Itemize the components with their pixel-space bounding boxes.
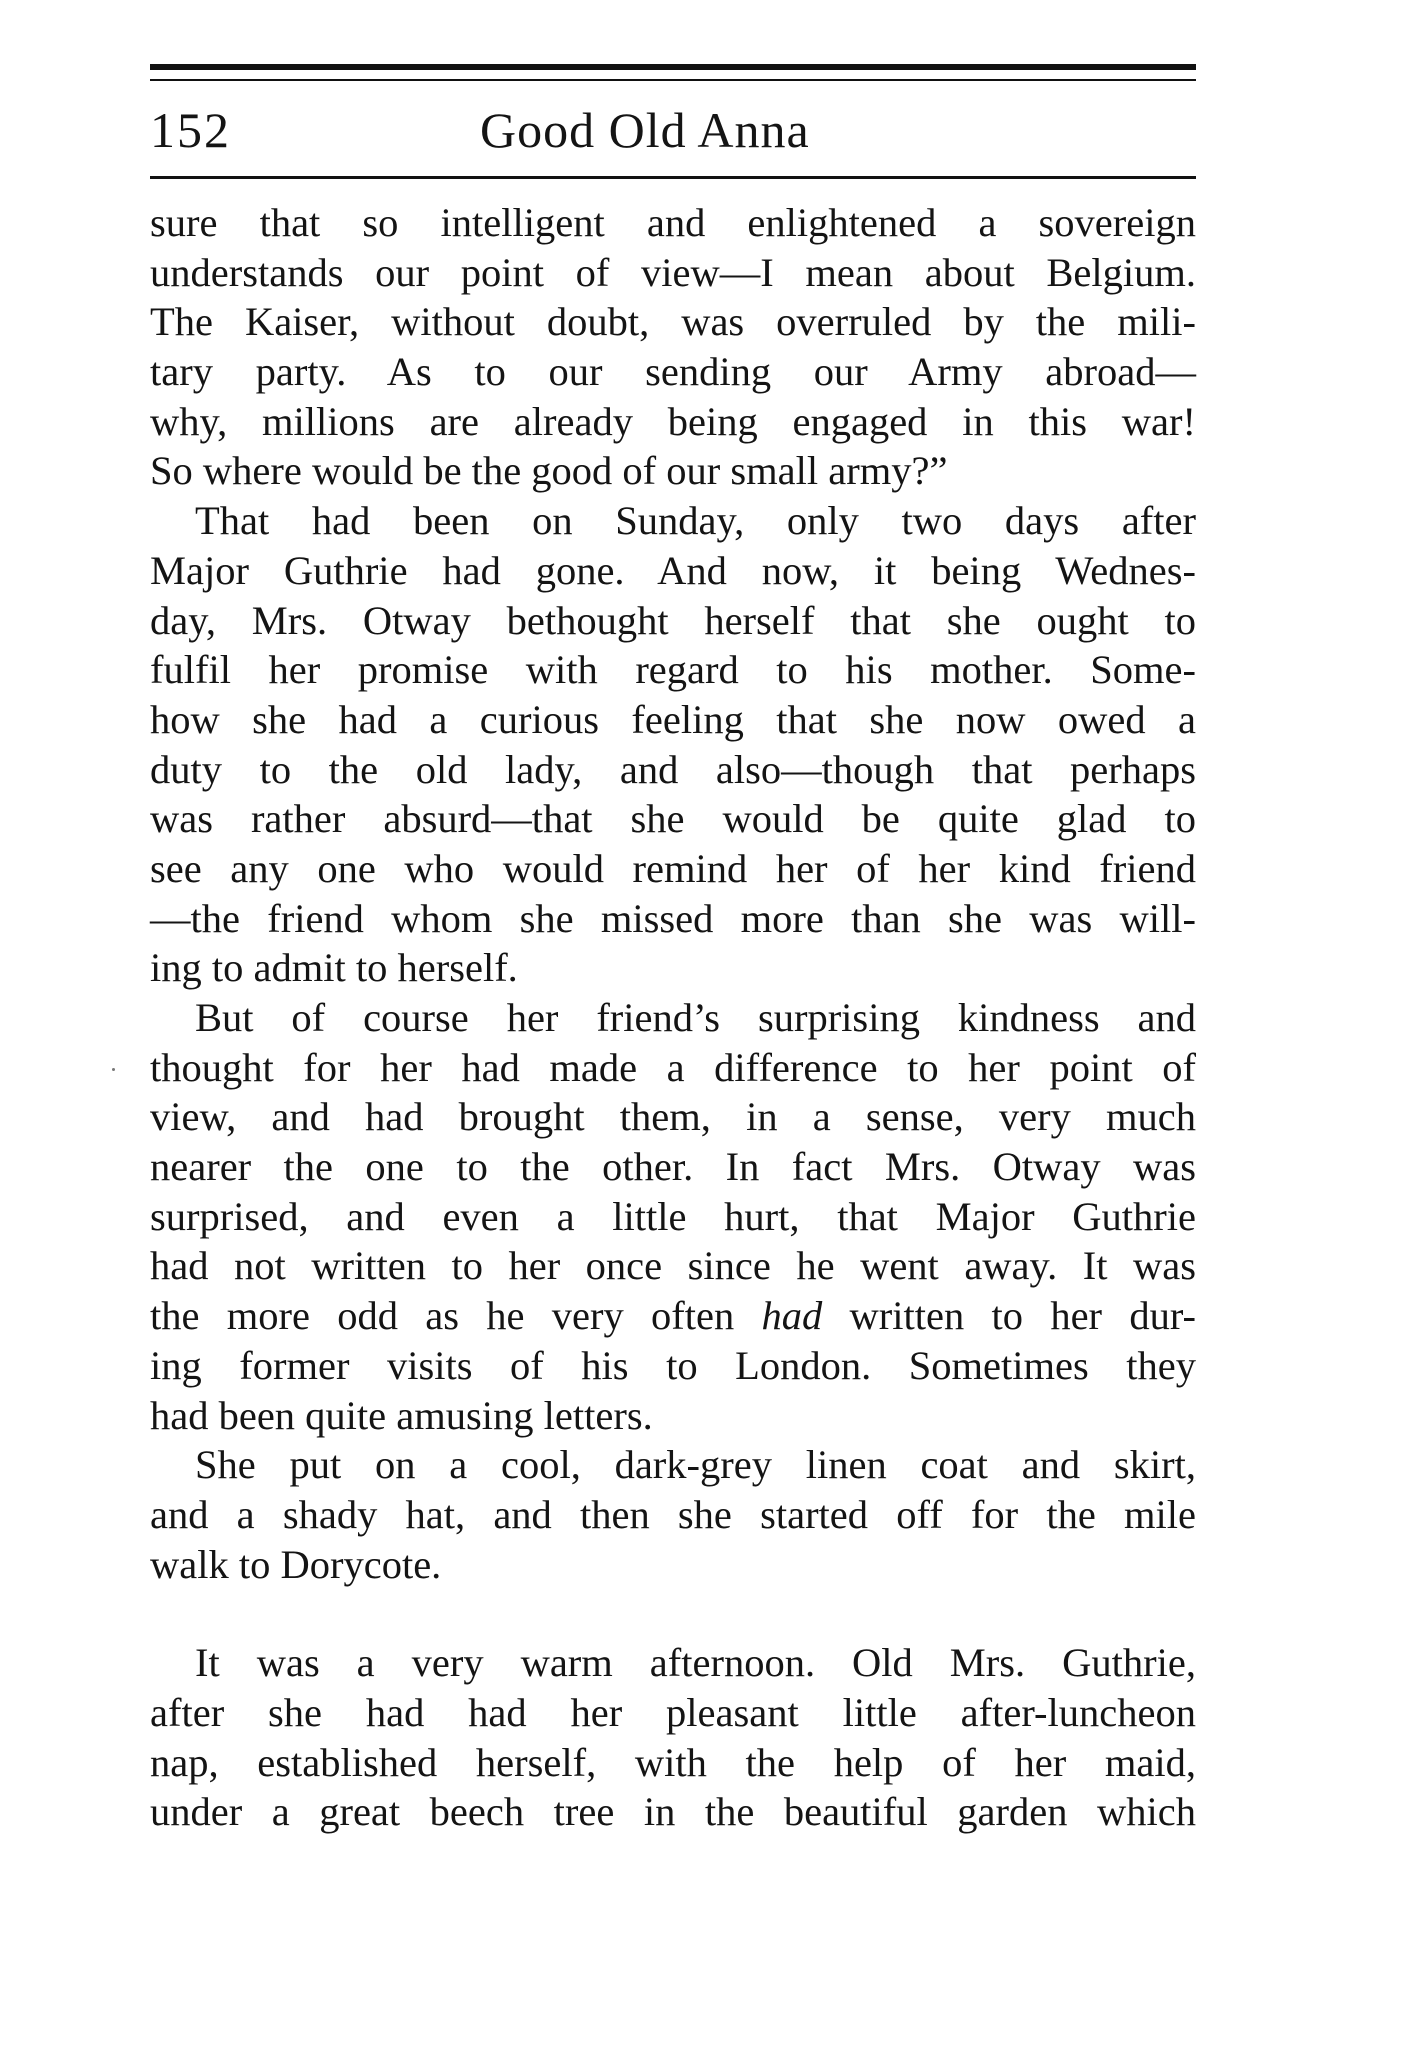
- text-line: see any one who would remind her of her kind friend: [150, 845, 1196, 891]
- text-line: It was a very warm afternoon. Old Mrs. Guthrie,: [195, 1640, 1196, 1686]
- body-text: [150, 198, 1196, 1837]
- text-line: why, millions are already being engaged in this war!: [150, 398, 1196, 444]
- text-line: had been quite amusing letters.: [150, 1392, 653, 1438]
- text-line: understands our point of view—I mean about Belgium.: [150, 249, 1196, 295]
- text-line: had not written to her once since he went away. It was: [150, 1243, 1196, 1289]
- text-line: thought for her had made a difference to her point of: [150, 1044, 1196, 1090]
- text-line: The Kaiser, without doubt, was overruled by the mili-: [150, 299, 1196, 345]
- text-line: view, and had brought them, in a sense, very much: [150, 1094, 1196, 1140]
- text-line: under a great beech tree in the beautiful garden which: [150, 1789, 1196, 1835]
- running-title: Good Old Anna: [480, 102, 810, 158]
- text-line: —the friend whom she missed more than she was will-: [150, 895, 1196, 941]
- top-rule-thin: [150, 79, 1196, 81]
- page-number: 152: [150, 102, 231, 158]
- header-rule: [150, 176, 1196, 179]
- text-line: So where would be the good of our small army?”: [150, 448, 948, 494]
- section-break: [150, 1589, 1196, 1638]
- text-line: ing former visits of his to London. Sometimes they: [150, 1342, 1196, 1388]
- text-line: ing to admit to herself.: [150, 945, 518, 991]
- text-line: day, Mrs. Otway bethought herself that she ought to: [150, 597, 1196, 643]
- text-line: walk to Dorycote.: [150, 1541, 442, 1587]
- text-line: surprised, and even a little hurt, that Major Guthrie: [150, 1193, 1196, 1239]
- text-line: But of course her friend’s surprising kindness and: [195, 995, 1196, 1040]
- text-line: sure that so intelligent and enlightened a sovereign: [150, 200, 1196, 245]
- text-line: how she had a curious feeling that she now owed a: [150, 696, 1196, 742]
- emphasis: had: [761, 1293, 823, 1339]
- text-line: Major Guthrie had gone. And now, it being Wednes-: [150, 547, 1196, 593]
- text-line: tary party. As to our sending our Army abroad—: [150, 349, 1196, 395]
- text-line: She put on a cool, dark-grey linen coat and skirt,: [195, 1442, 1196, 1488]
- text-line: and a shady hat, and then she started off for the mile: [150, 1491, 1196, 1537]
- text-line: the more odd as he very often had written to her dur-: [150, 1293, 1196, 1339]
- text-line: nap, established herself, with the help of her maid,: [150, 1739, 1196, 1785]
- top-rule-thick: [150, 64, 1196, 70]
- text-line: after she had had her pleasant little after-luncheon: [150, 1689, 1196, 1735]
- text-line: was rather absurd—that she would be quite glad to: [150, 796, 1196, 842]
- text-line: duty to the old lady, and also—though that perhaps: [150, 746, 1196, 792]
- stray-mark: [112, 1068, 115, 1071]
- text-line: fulfil her promise with regard to his mother. Some-: [150, 647, 1196, 693]
- text-line: That had been on Sunday, only two days after: [195, 498, 1196, 544]
- text-line: nearer the one to the other. In fact Mrs. Otway was: [150, 1144, 1196, 1190]
